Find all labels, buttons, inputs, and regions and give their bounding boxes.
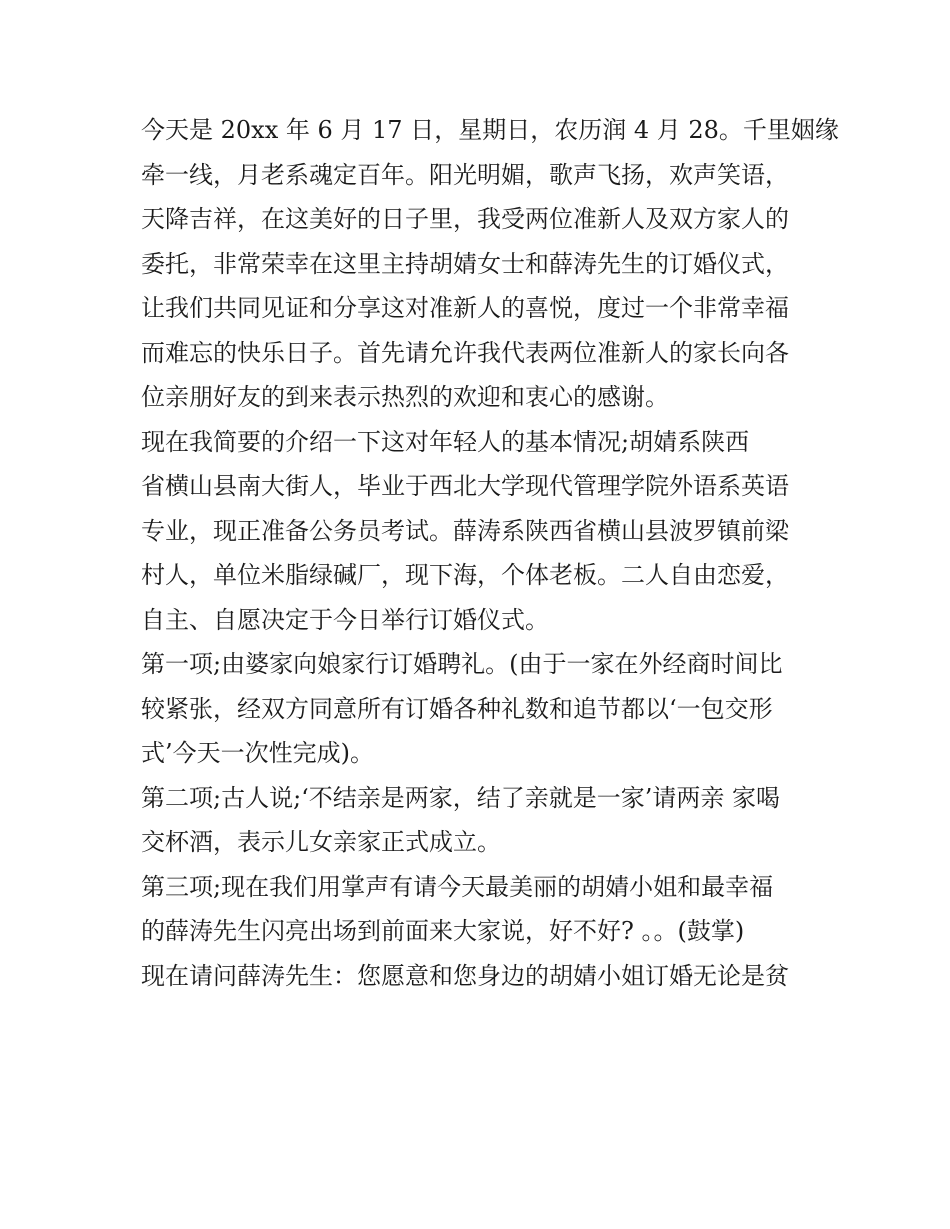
text-line-15: 式’今天一次性完成)。 — [141, 739, 374, 767]
text-line-12: 自主、自愿决定于今日举行订婚仪式。 — [141, 605, 549, 634]
text-line-1: 今天是 20xx 年 6 月 17 日，星期日，农历润 4 月 28。千里姻缘 — [141, 116, 839, 144]
text-line-20: 现在请问薛涛先生：您愿意和您身边的胡婧小姐订婚无论是贫 — [141, 961, 789, 990]
body-text — [141, 108, 839, 998]
text-line-8: 现在我简要的介绍一下这对年轻人的基本情况;胡婧系陕西 — [141, 427, 750, 456]
text-line-19: 的薛涛先生闪亮出场到前面来大家说，好不好? 。。(鼓掌) — [141, 917, 745, 945]
text-line-5: 让我们共同见证和分享这对准新人的喜悦，度过一个非常幸福 — [141, 294, 789, 322]
text-line-4: 委托，非常荣幸在这里主持胡婧女士和薛涛先生的订婚仪式， — [141, 249, 789, 278]
text-line-9: 省横山县南大街人，毕业于西北大学现代管理学院外语系英语 — [141, 472, 789, 500]
text-line-17: 交杯酒，表示儿女亲家正式成立。 — [141, 828, 501, 856]
text-line-16: 第二项;古人说;‘不结亲是两家，结了亲就是一家’请两亲 家喝 — [141, 783, 781, 812]
text-line-6: 而难忘的快乐日子。首先请允许我代表两位准新人的家长向各 — [141, 338, 789, 367]
text-line-14: 较紧张，经双方同意所有订婚各种礼数和追节都以‘一包交形 — [141, 694, 773, 723]
text-line-13: 第一项;由婆家向娘家行订婚聘礼。(由于一家在外经商时间比 — [141, 650, 783, 678]
text-line-7: 位亲朋好友的到来表示热烈的欢迎和衷心的感谢。 — [141, 383, 669, 411]
text-line-3: 天降吉祥，在这美好的日子里，我受两位准新人及双方家人的 — [141, 205, 789, 233]
text-line-11: 村人，单位米脂绿碱厂，现下海，个体老板。二人自由恋爱， — [141, 561, 789, 589]
text-line-10: 专业，现正准备公务员考试。薛涛系陕西省横山县波罗镇前梁 — [141, 516, 789, 545]
text-line-18: 第三项;现在我们用掌声有请今天最美丽的胡婧小姐和最幸福 — [141, 872, 774, 901]
text-line-2: 牵一线，月老系魂定百年。阳光明媚，歌声飞扬，欢声笑语， — [141, 160, 789, 189]
